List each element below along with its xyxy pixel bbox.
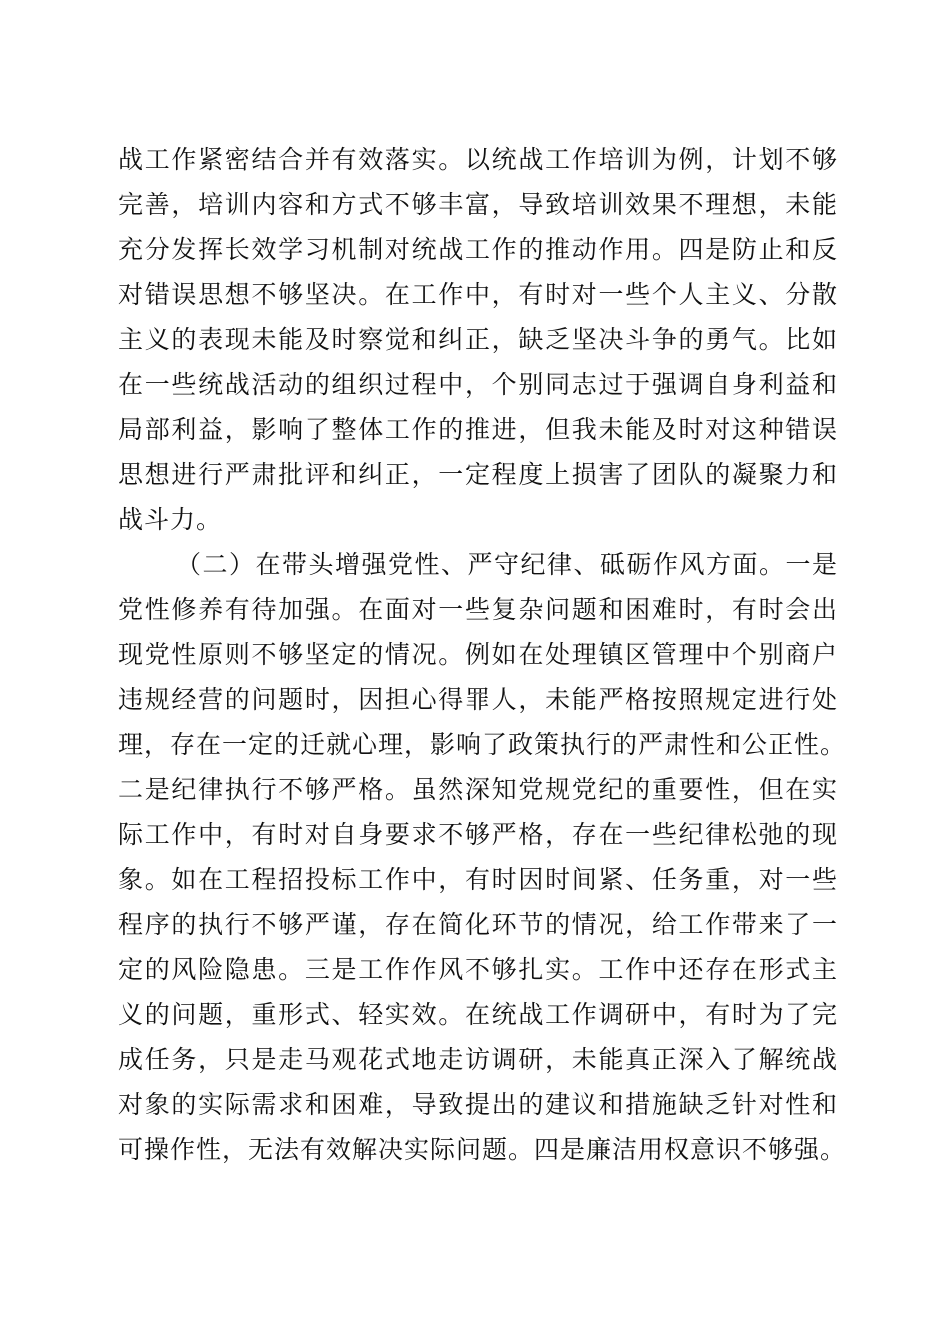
text-line: 际工作中，有时对自身要求不够严格，存在一些纪律松弛的现 (118, 820, 838, 849)
text-line: 二是纪律执行不够严格。虽然深知党规党纪的重要性，但在实 (118, 775, 838, 804)
text-line: 充分发挥长效学习机制对统战工作的推动作用。四是防止和反 (118, 235, 838, 264)
text-line: 党性修养有待加强。在面对一些复杂问题和困难时，有时会出 (118, 595, 838, 624)
text-line: 局部利益，影响了整体工作的推进，但我未能及时对这种错误 (118, 415, 838, 444)
section-heading-line: （二）在带头增强党性、严守纪律、砥砺作风方面。一是 (176, 550, 838, 579)
text-line: 对象的实际需求和困难，导致提出的建议和措施缺乏针对性和 (118, 1090, 838, 1119)
text-line: 现党性原则不够坚定的情况。例如在处理镇区管理中个别商户 (118, 640, 838, 669)
document-body (118, 137, 847, 1172)
text-line: 完善，培训内容和方式不够丰富，导致培训效果不理想，未能 (118, 190, 838, 219)
text-line: 定的风险隐患。三是工作作风不够扎实。工作中还存在形式主 (118, 955, 838, 984)
text-line: 战工作紧密结合并有效落实。以统战工作培训为例，计划不够 (118, 145, 838, 174)
text-line: 程序的执行不够严谨，存在简化环节的情况，给工作带来了一 (118, 910, 838, 939)
text-line: 成任务，只是走马观花式地走访调研，未能真正深入了解统战 (118, 1045, 838, 1074)
text-line: 对错误思想不够坚决。在工作中，有时对一些个人主义、分散 (118, 280, 838, 309)
text-line: 象。如在工程招投标工作中，有时因时间紧、任务重，对一些 (118, 865, 838, 894)
text-line: 义的问题，重形式、轻实效。在统战工作调研中，有时为了完 (118, 1000, 838, 1029)
text-line: 可操作性，无法有效解决实际问题。四是廉洁用权意识不够强。 (118, 1135, 847, 1164)
text-line: 理，存在一定的迁就心理，影响了政策执行的严肃性和公正性。 (118, 730, 847, 759)
text-line: 思想进行严肃批评和纠正，一定程度上损害了团队的凝聚力和 (118, 460, 838, 489)
text-line: 违规经营的问题时，因担心得罪人，未能严格按照规定进行处 (118, 685, 838, 714)
text-line: 战斗力。 (118, 505, 223, 534)
text-line: 主义的表现未能及时察觉和纠正，缺乏坚决斗争的勇气。比如 (118, 325, 838, 354)
text-line: 在一些统战活动的组织过程中，个别同志过于强调自身利益和 (118, 370, 838, 399)
